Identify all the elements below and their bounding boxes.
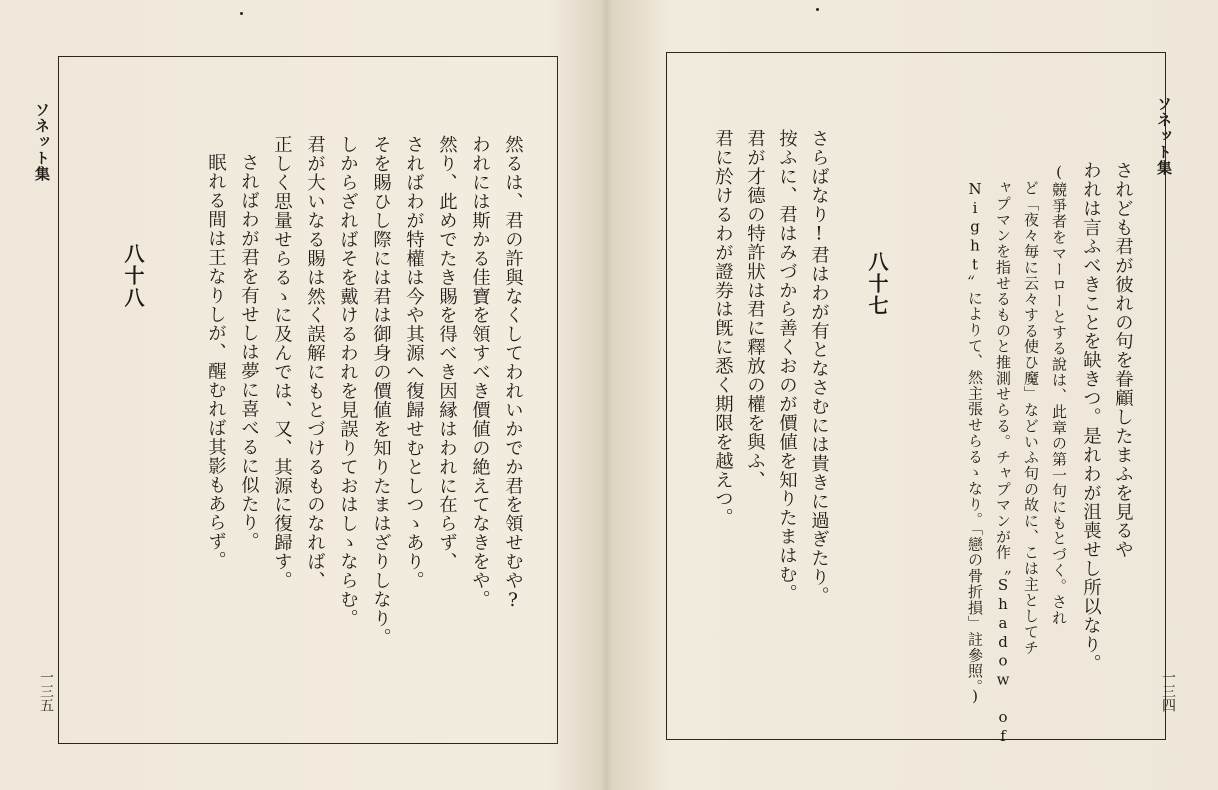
verse-line: 然るは、君の許與なくしてわれいかでか君を領せむや? bbox=[502, 135, 524, 612]
verse-line: されども君が彼れの句を眷顧したまふを見るや bbox=[1112, 161, 1134, 559]
running-head: ソネット集 bbox=[33, 102, 51, 182]
verse-line: 君が才德の特許狀は君に釋放の權を與ふ、 bbox=[744, 129, 766, 490]
verse-line: さらばなり!君はわが有となさむには貴きに過ぎたり。 bbox=[808, 129, 830, 606]
page-number: 一三五 bbox=[38, 670, 54, 712]
commentary-line: ャプマンを指せるものと推測せらる。チャプマンが作〝Shadow of bbox=[994, 180, 1012, 746]
verse-line: さればわが特權は今や其源へ復歸せむとしつゝあり。 bbox=[403, 135, 425, 590]
verse-line: 眠れる間は王なりしが、醒むれば其影もあらず。 bbox=[205, 153, 227, 570]
verse-line: 按ふに、君はみづから善くおのが價値を知りたまはむ。 bbox=[776, 129, 798, 603]
verse-line: 君が大いなる賜は然く誤解にもとづけるものなれば、 bbox=[304, 135, 326, 590]
verse-line: われは言ふべきことを缺きつ。是れわが沮喪せし所以なり。 bbox=[1080, 161, 1102, 673]
verse-line: さればわが君を有せしは夢に喜べるに似たり。 bbox=[238, 153, 260, 551]
verse-line: われには斯かる佳寶を領すべき價値の絶えてなきをや。 bbox=[469, 135, 491, 609]
commentary-line: (競爭者をマーローとする說は、此章の第一句にもとづく。され bbox=[1050, 163, 1068, 626]
print-speck bbox=[816, 8, 819, 11]
verse-line: 君に於けるわが證券は旣に悉く期限を越えつ。 bbox=[712, 129, 734, 527]
running-head: ソネット集 bbox=[1155, 96, 1173, 176]
verse-line: 正しく思量せらるゝに及んでは、又、其源に復歸す。 bbox=[271, 135, 293, 590]
commentary-line: ど「夜々毎に云々する使ひ魔」などいふ句の故に、こは主としてチ bbox=[1022, 180, 1040, 656]
right-page bbox=[610, 0, 1218, 790]
verse-line: しからざればそを戴けるわれを見誤りておはしゝならむ。 bbox=[337, 135, 359, 628]
print-speck bbox=[240, 12, 243, 15]
text-frame bbox=[58, 56, 558, 744]
page-number: 一三四 bbox=[1160, 670, 1176, 712]
left-page bbox=[0, 0, 602, 790]
commentary-line: Night〟によりて、然主張せらるゝなり。「戀の骨折損」註參照。) bbox=[966, 180, 984, 707]
sonnet-number: 八十七 bbox=[865, 251, 889, 317]
text-frame bbox=[666, 52, 1166, 746]
sonnet-number: 八十八 bbox=[121, 243, 145, 309]
verse-line: 然り、此めでたき賜を得べき因縁はわれに在らず、 bbox=[436, 135, 458, 571]
verse-line: そを賜ひし際には君は御身の價値を知りたまはざりしなり。 bbox=[370, 135, 392, 647]
